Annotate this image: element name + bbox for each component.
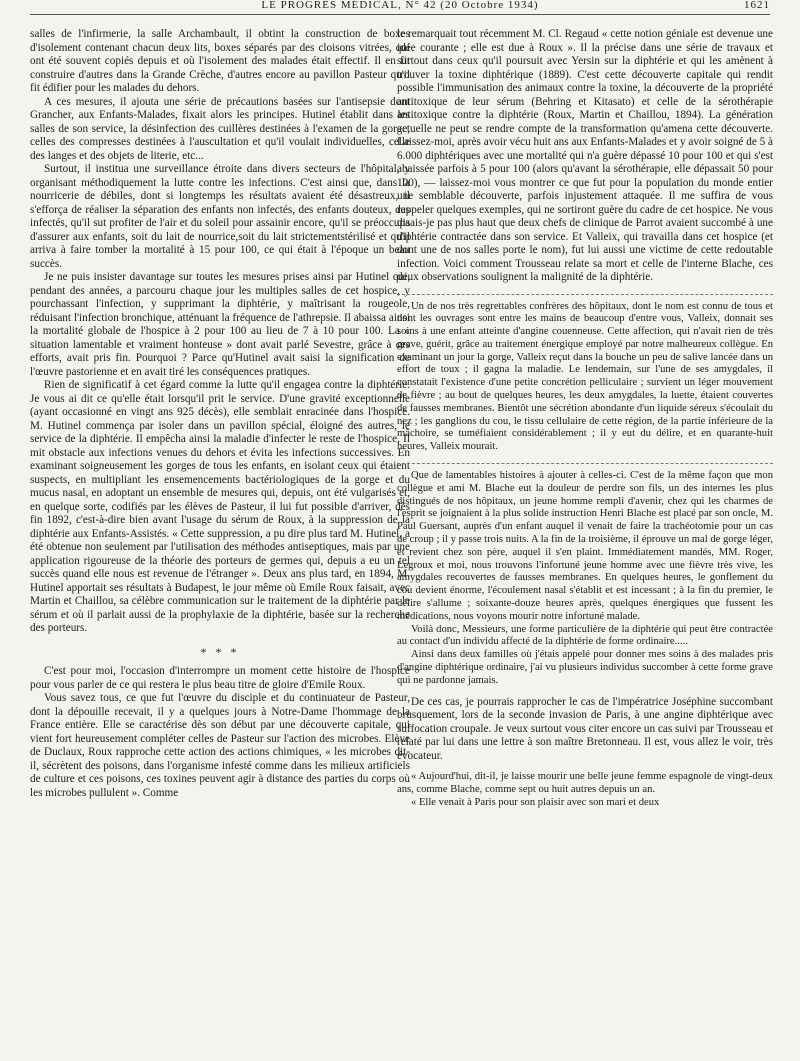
quoted-paragraph: Que de lamentables histoires à ajouter à celles-ci. C'est de la même façon que mon collègue et ami M. Blache eut la douleur de perdre son fils, un des internes les plus distingués de nos hôpitaux, un jeune homme rempli d'avenir, chez qui les charmes de l'esprit se joignaient à la plus solide instruction Henri Blache est placé par son oncle, M. Paul Guersant, auprès d'un enfant auquel il venait de faire la trachéotomie pour un cas de croup ; il y passe trois nuits. A la fin de la troisième, il éprouve un mal de gorge léger, et revient chez son père, auquel il s'en plaint. Immédiatement mandés, MM. Roger, Legroux et moi, nous trouvons l'infortuné jeune homme avec une fièvre très vive, les amygdales recouvertes de fausses membranes. En quelques heures, le gonflement du cou devient énorme, l'écoulement nasal s'établit et est incessant ; à la fin du premier, le délire s'allume ; soixante-douze heures après, quelques énergiques que fussent les médications, nous voyons mourir notre infortuné malade. [397, 470, 773, 622]
quoted-paragraph: « Aujourd'hui, dit-il, je laisse mourir une belle jeune femme espagnole de vingt-deux ans, comme Blache, comme sept ou huit autres depuis un an. [397, 771, 773, 795]
section-asterism: * * * [200, 644, 240, 659]
quoted-paragraph: Ainsi dans deux familles où j'étais appelé pour donner mes soins à des malades pris d'angine diphtérique ordinaire, j'ai vu plusieurs individus succomber à cette forme grave qui ne pardonne jamais. [397, 649, 773, 686]
paragraph: C'est pour moi, l'occasion d'interrompre un moment cette histoire de l'hospice pour vous parler de ce qui restera le plus beau titre de gloire d'Emile Roux. [30, 665, 410, 691]
left-column [30, 28, 410, 800]
paragraph: Rien de significatif à cet égard comme la lutte qu'il engagea contre la diphtérie. Je vous ai dit ce qu'elle était lorsqu'il prit le service. D'une gravité exceptionnelle (ayant occasionné en vingt ans 925 décès), elle semblait enracinée dans l'hospice. M. Hutinel commença par isoler dans un pavillon spécial, éloigné des autres, le service de la diphtérie. Il empêcha ainsi la maladie d'infecter le reste de l'hospice. Il mit obstacle aux infections venues du dehors et évita les infections successives. En examinant soigneusement les gorges de tous les enfants, en isolant ceux qui étaient suspects, en multipliant les ensemencements bactériologiques de la gorge et du mucus nasal, en adoptant un ensemble de mesures qui, depuis, ont été vulgarisés et, en quelque sorte, codifiés par les élèves de Pasteur, il lui fut possible d'arriver, dès fin 1892, c'est-à-dire bien avant l'usage du sérum de Roux, à la suppression de la diphtérie aux Enfants-Assistés. « Cette suppression, a pu dire plus tard M. Hutinel, a été obtenue non seulement par l'utilisation des méthodes antiseptiques, mais par une application rigoureuse de la théorie des porteurs de germes qui, depuis a eu un tel succès quand elle nous est revenue de l'étranger ». Deux ans plus tard, en 1894, M. Hutinel apportait ses résultats à Budapest, le jour même où Emile Roux faisait, avec Martin et Chaillou, sa célèbre communication sur le traitement de la diphtérie par le sérum et où il parlait aussi de la prophylaxie de la diphtérie, basée sur la recherche des porteurs. [30, 379, 410, 634]
paragraph: De ces cas, je pourrais rapprocher le cas de l'impératrice Joséphine succombant brusquement, lors de la seconde invasion de Paris, à une angine diphtérique avec suffocation croupale. Je veux surtout vous citer encore un cas suivi par Trousseau et relaté par lui dans une lettre à son maître Bretonneau. Il est, vous allez le voir, très évocateur. [397, 695, 773, 762]
quoted-paragraph: Voilà donc, Messieurs, une forme particulière de la diphtérie qui peut être contractée au contact d'un individu affecté de la diphtérie de forme ordinaire..... [397, 623, 773, 648]
quoted-paragraph: « Elle venait à Paris pour son plaisir avec son mari et deux [411, 796, 660, 808]
journal-title: LE PROGRÈS MÉDICAL, N° 42 (20 Octobre 1934) [261, 0, 539, 11]
paragraph: Vous savez tous, ce que fut l'œuvre du disciple et du continuateur de Pasteur, dont la dépouille recevait, il y a quelques jours à Notre-Dame l'hommage de la France entière. Elle se caractérise dès son début par une découverte capitale, qui vient fort heureusement compléter celles de Pasteur sur l'action des microbes. Elève de Duclaux, Roux rapproche cette action des actions chimiques, « les microbes dit-il, sécrètent des poisons, dans l'organisme infesté comme dans les milieux artificiels de culture et ces poisons, ces toxines peuvent agir à distance des parties du corps où les microbes pullulent ». Comme [30, 692, 410, 799]
quoted-paragraph: Un de nos très regrettables confrères des hôpitaux, dont le nom est connu de tous et dont les ouvrages sont entre les mains de beaucoup d'entre vous, Valleix, donnait ses soins à une enfant atteinte d'angine couenneuse. Cette affection, qui n'avait rien de très grave, guérit, grâce au traitement énergique employé par notre malheureux collègue. En examinant un jour la gorge, Valleix reçut dans la bouche un peu de salive lancée dans un effort de toux ; il gagna la maladie. Le lendemain, sur l'une de ses amygdales, il constatait l'existence d'une petite concrétion pelliculaire ; survient un léger mouvement de fièvre ; au bout de quelques heures, les deux amygdales, la luette, étaient couvertes de fausses membranes. Bientôt une sécrétion abondante d'un liquide séreux s'écoulait du nez ; les ganglions du cou, le tissu cellulaire de cette région, de la partie inférieure de la mâchoire, se tuméfiaient considérablement ; il y eut du délire, et en quarante-huit heures, Valleix mourait. [397, 300, 773, 453]
right-column [397, 28, 773, 810]
divider [397, 463, 773, 464]
paragraph: Je ne puis insister davantage sur toutes les mesures prises ainsi par Hutinel qui, pendant des années, a parcouru chaque jour les multiples salles de cet hospice, y pourchassant l'infection, y supprimant la diphtérie, y maîtrisant la rougeole, réduisant l'infection bronchique, atténuant la fréquence de l'athrepsie. Il abaissa ainsi la mortalité globale de l'hospice à 2 pour 100 au lieu de 7 à 10 pour 100. La « situation lamentable et vraiment honteuse » dont avait parlé Sevestre, grâce à ces efforts, avait pris fin. Pourquoi ? Parce qu'Hutinel avait saisi la signification de l'œuvre pastorienne et en avait tiré les conséquences pratiques. [30, 271, 410, 378]
running-header [30, 0, 770, 15]
paragraph: le remarquait tout récemment M. Cl. Regaud « cette notion géniale est devenue une idée courante ; elle est due à Roux ». Il la précise dans une série de travaux et surtout dans ceux qu'il poursuit avec Yersin sur la diphtérie et qui les amènent à trouver la toxine diphtérique (1889). C'est cette découverte capitale qui rendit possible l'immunisation des animaux contre la toxine, la découverte de la propriété antitoxique de leur sérum (Behring et Kitasato) et celle de la sérothérapie antitoxique contre la diphtérie (Roux, Martin et Chaillou, 1894). La génération actuelle ne peut se rendre compte de la transformation qu'amena cette découverte. Laissez-moi, après avoir vécu huit ans aux Enfants-Malades et y avoir soigné de 5 à 6.000 diphtériques avec une mortalité qui n'a guère dépassé 10 pour 100 et qui s'est abaissée parfois à 5 pour 100 (alors qu'avant la sérothérapie, elle dépassait 50 pour 100), — laissez-moi vous montrer ce que fut pour la population du monde entier une semblable découverte, parfois injustement attaquée. Il me suffira de vous rappeler quelques exemples, qui ne sortiront guère du cadre de cet hospice. Ne vous disais-je pas plus haut que deux chefs de clinique de Parrot avaient succombé à une diphtérie contractée dans son service. Et Valleix, qui travailla dans cet hospice (et dont une de nos salles porte le nom), fut lui aussi une victime de cette redoutable infection. Voici comment Trousseau relate sa mort et celle de l'interne Blache, ces deux observations soulignent la malignité de la diphtérie. [397, 28, 773, 283]
page-number: 1621 [744, 0, 770, 11]
paragraph: Surtout, il institua une surveillance étroite dans divers secteurs de l'hôpital, y organisant méthodiquement la lutte contre les infections. C'est ainsi que, dans la nourricerie de débiles, dont si longtemps les résultats avaient été désastreux, il s'efforça de réaliser la séparation des enfants non infectés, des enfants douteux, des infectés, qu'il sut profiter de l'air et du soleil pour assainir encore, qu'il se préoccupa d'assurer aux enfants, soit du lait de nourrice,soit du lait strictementstérilisé et qu'il arriva à faire tomber la mortalité à 15 pour 100, ce qui était à l'époque un beau succès. [30, 163, 410, 270]
paragraph: salles de l'infirmerie, la salle Archambault, il obtint la construction de boxes d'isolement contenant chacun deux lits, boxes séparés par des cloisons vitrées, qui ont été souvent copiés depuis et où l'isolement des malades était effectif. Il en fit construire d'autres dans la Grande Crèche, d'autres encore au pavillon Pasteur qu'il fit édifier pour les malades du dehors. [30, 28, 410, 94]
paragraph: A ces mesures, il ajouta une série de précautions basées sur l'antisepsie dont Grancher, aux Enfants-Malades, fixait alors les principes. Hutinel établit dans les salles de son service, la désinfection des cuillères destinées à l'examen de la gorge, celles des compresses destinées à l'auscultation et qu'il voulait individuelles, celle des langes et des objets de literie, etc... [30, 95, 410, 162]
divider [397, 294, 773, 295]
